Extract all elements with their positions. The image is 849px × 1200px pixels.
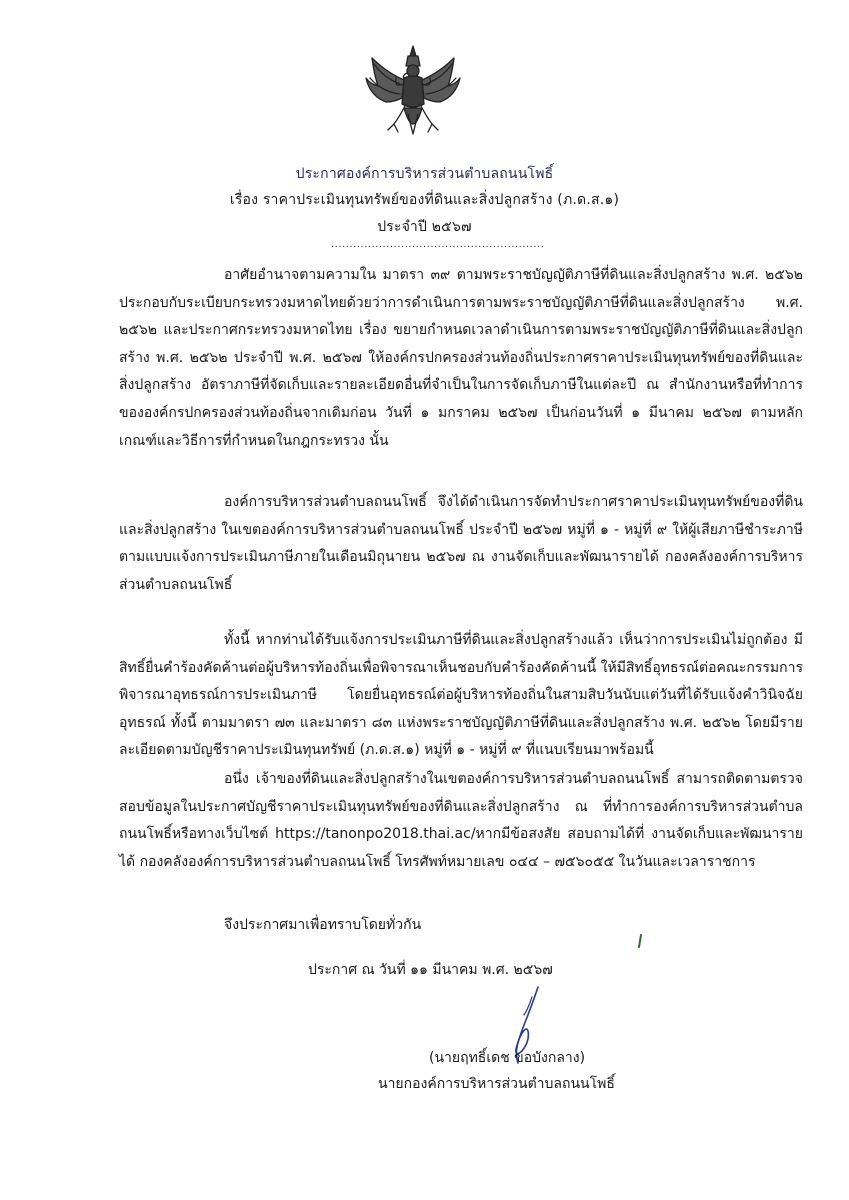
signatory-name: (นายฤทธิ์เดช ขอบังกลาง) <box>429 1050 586 1066</box>
ink-mark <box>636 934 644 948</box>
signatory-title: นายกองค์การบริหารส่วนตำบลถนนโพธิ์ <box>378 1076 615 1092</box>
paragraph-assessment-notice: องค์การบริหารส่วนตำบลถนนโพธิ์ จึงได้ดำเนินการจัดทำประกาศราคาประเมินทุนทรัพย์ของที่ดินและสิ่งปลูกสร้าง ในเขตองค์การบริหารส่วนตำบลถนนโพธิ์ ประจำปี ๒๕๖๗ หมู่ที่ ๑ - หมู่ที่ ๙ ให้ผู้เสียภาษีชำระภาษีตามแบบแจ้งการประเมินภาษีภายในเดือนมิถุนายน ๒๕๖๗ ณ งานจัดเก็บและพัฒนารายได้ กองคลังองค์การบริหารส่วนตำบลถนนโพธิ์ <box>119 494 803 593</box>
announcement-subject: เรื่อง ราคาประเมินทุนทรัพย์ของที่ดินและสิ่งปลูกสร้าง (ภ.ด.ส.๑) <box>229 192 620 208</box>
announcement-date: ประกาศ ณ วันที่ ๑๑ มีนาคม พ.ศ. ๒๕๖๗ <box>308 962 553 978</box>
garuda-emblem-icon <box>364 44 462 144</box>
paragraph-contact-info: อนึ่ง เจ้าของที่ดินและสิ่งปลูกสร้างในเขตองค์การบริหารส่วนตำบลถนนโพธิ์ สามารถติดตามตรวจสอบข้อมูลในประกาศบัญชีราคาประเมินทุนทรัพย์ของที่ดินและสิ่งปลูกสร้าง ณ ที่ทำการองค์การบริหารส่วนตำบลถนนโพธิ์หรือทางเว็บไซต์ https://tanonpo2018.thai.ac/หากมีข้อสงสัย สอบถามได้ที่ งานจัดเก็บและพัฒนารายได้ กองคลังองค์การบริหารส่วนตำบลถนนโพธิ์ โทรศัพท์หมายเลข ๐๔๔ – ๗๕๖๐๕๕ ในวันและเวลาราชการ <box>119 771 803 870</box>
closing-statement: จึงประกาศมาเพื่อทราบโดยทั่วกัน <box>224 917 422 933</box>
paragraph-appeal-rights: ทั้งนี้ หากท่านได้รับแจ้งการประเมินภาษีที่ดินและสิ่งปลูกสร้างแล้ว เห็นว่าการประเมินไม่ถูกต้อง มีสิทธิ์ยื่นคำร้องคัดค้านต่อผู้บริหารท้องถิ่นเพื่อพิจารณาเห็นชอบกับคำร้องคัดค้านนี้ ให้มีสิทธิ์อุทธรณ์ต่อคณะกรรมการพิจารณาอุทธรณ์การประเมินภาษี โดยยื่นอุทธรณ์ต่อผู้บริหารท้องถิ่นในสามสิบวันนับแต่วันที่ได้รับแจ้งคำวินิจฉัยอุทธรณ์ ทั้งนี้ ตามมาตรา ๗๓ และมาตรา ๘๓ แห่งพระราชบัญญัติภาษีที่ดินและสิ่งปลูกสร้าง พ.ศ. ๒๕๖๒ โดยมีรายละเอียดตามบัญชีราคาประเมินทุนทรัพย์ (ภ.ด.ส.๑) หมู่ที่ ๑ - หมู่ที่ ๙ ที่แนบเรียนมาพร้อมนี้ <box>119 632 803 759</box>
heading-divider: .......................................................... <box>331 239 545 250</box>
announcement-year: ประจำปี ๒๕๖๗ <box>377 219 472 235</box>
paragraph-authority: อาศัยอำนาจตามความใน มาตรา ๓๙ ตามพระราชบัญญัติภาษีที่ดินและสิ่งปลูกสร้าง พ.ศ. ๒๕๖๒ ประกอบกับระเบียบกระทรวงมหาดไทยด้วยว่าการดำเนินการตามพระราชบัญญัติภาษีที่ดินและสิ่งปลูกสร้าง พ.ศ. ๒๕๖๒ และประกาศกระทรวงมหาดไทย เรื่อง ขยายกำหนดเวลาดำเนินการตามพระราชบัญญัติภาษีที่ดินและสิ่งปลูกสร้าง พ.ศ. ๒๕๖๒ ประจำปี พ.ศ. ๒๕๖๗ ให้องค์กรปกครองส่วนท้องถิ่นประกาศราคาประเมินทุนทรัพย์ของที่ดินและสิ่งปลูกสร้าง อัตราภาษีที่จัดเก็บและรายละเอียดอื่นที่จำเป็นในการจัดเก็บภาษีในแต่ละปี ณ สำนักงานหรือที่ทำการขององค์กรปกครองส่วนท้องถิ่นจากเดิมก่อน วันที่ ๑ มกราคม ๒๕๖๗ เป็นก่อนวันที่ ๑ มีนาคม ๒๕๖๗ ตามหลักเกณฑ์และวิธีการที่กำหนดในกฎกระทรวง นั้น <box>119 267 803 449</box>
announcement-org-heading: ประกาศองค์การบริหารส่วนตำบลถนนโพธิ์ <box>295 166 554 182</box>
